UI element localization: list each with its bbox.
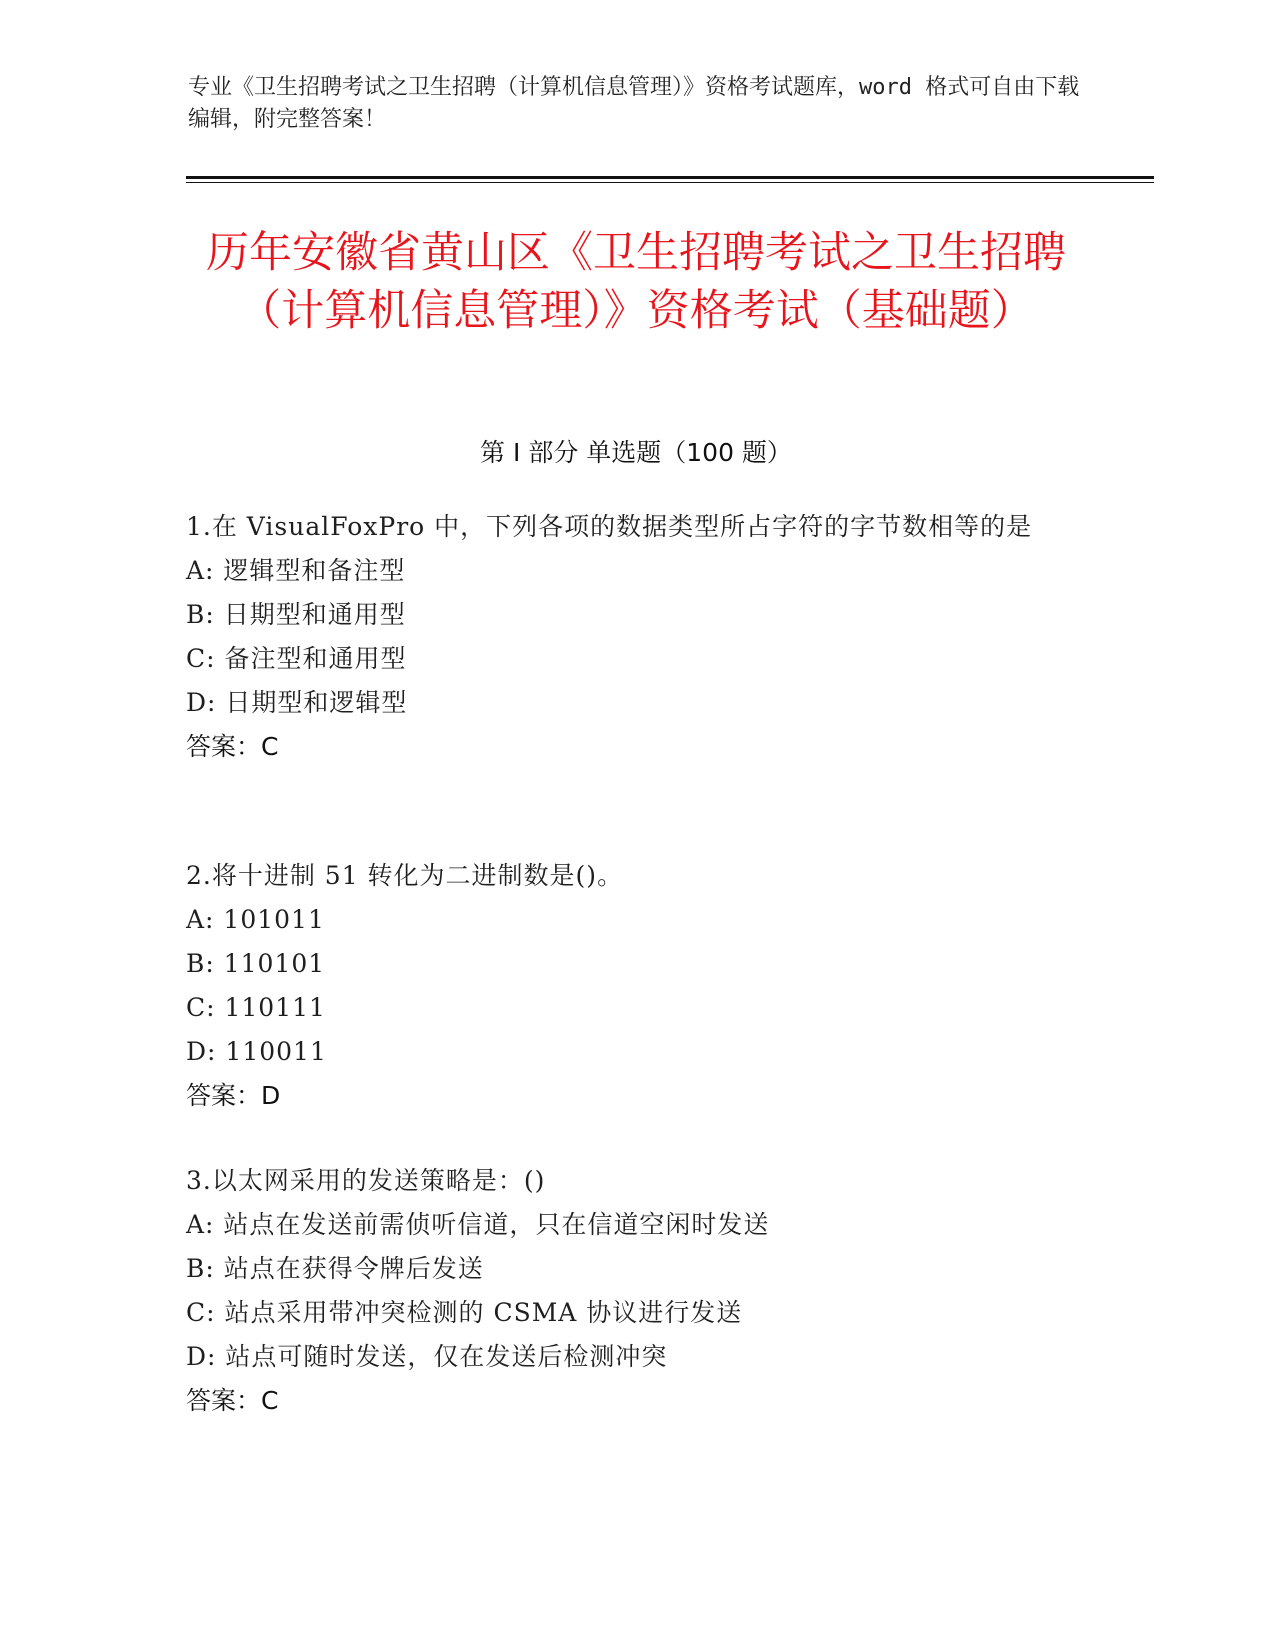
question-2 bbox=[186, 854, 1086, 1118]
option-d: D: 110011 bbox=[186, 1037, 327, 1066]
option-d: D: 站点可随时发送，仅在发送后检测冲突 bbox=[186, 1342, 668, 1371]
question-stem: 3.以太网采用的发送策略是：() bbox=[186, 1166, 546, 1195]
answer: 答案：C bbox=[186, 1386, 279, 1415]
answer: 答案：D bbox=[186, 1081, 281, 1110]
option-a: A: 101011 bbox=[186, 905, 325, 934]
question-1 bbox=[186, 505, 1086, 769]
header-divider-thin bbox=[186, 182, 1154, 183]
option-d: D: 日期型和逻辑型 bbox=[186, 688, 408, 717]
header-divider-thick bbox=[186, 176, 1154, 179]
question-3 bbox=[186, 1159, 1086, 1423]
section-heading: 第 I 部分 单选题（100 题） bbox=[480, 438, 792, 467]
option-a: A: 站点在发送前需侦听信道，只在信道空闲时发送 bbox=[186, 1210, 770, 1239]
option-c: C: 备注型和通用型 bbox=[186, 644, 407, 673]
question-stem: 1.在 VisualFoxPro 中，下列各项的数据类型所占字符的字节数相等的是 bbox=[186, 512, 1033, 541]
option-c: C: 110111 bbox=[186, 993, 326, 1022]
question-stem: 2.将十进制 51 转化为二进制数是()。 bbox=[186, 861, 624, 890]
header-note: 专业《卫生招聘考试之卫生招聘（计算机信息管理）》资格考试题库，word 格式可自由下载编辑，附完整答案！ bbox=[188, 75, 1080, 132]
answer: 答案：C bbox=[186, 732, 279, 761]
option-b: B: 日期型和通用型 bbox=[186, 600, 406, 629]
option-b: B: 110101 bbox=[186, 949, 326, 978]
option-c: C: 站点采用带冲突检测的 CSMA 协议进行发送 bbox=[186, 1298, 743, 1327]
option-a: A: 逻辑型和备注型 bbox=[186, 556, 406, 585]
option-b: B: 站点在获得令牌后发送 bbox=[186, 1254, 484, 1283]
document-title: 历年安徽省黄山区《卫生招聘考试之卫生招聘（计算机信息管理）》资格考试（基础题） bbox=[206, 228, 1066, 336]
